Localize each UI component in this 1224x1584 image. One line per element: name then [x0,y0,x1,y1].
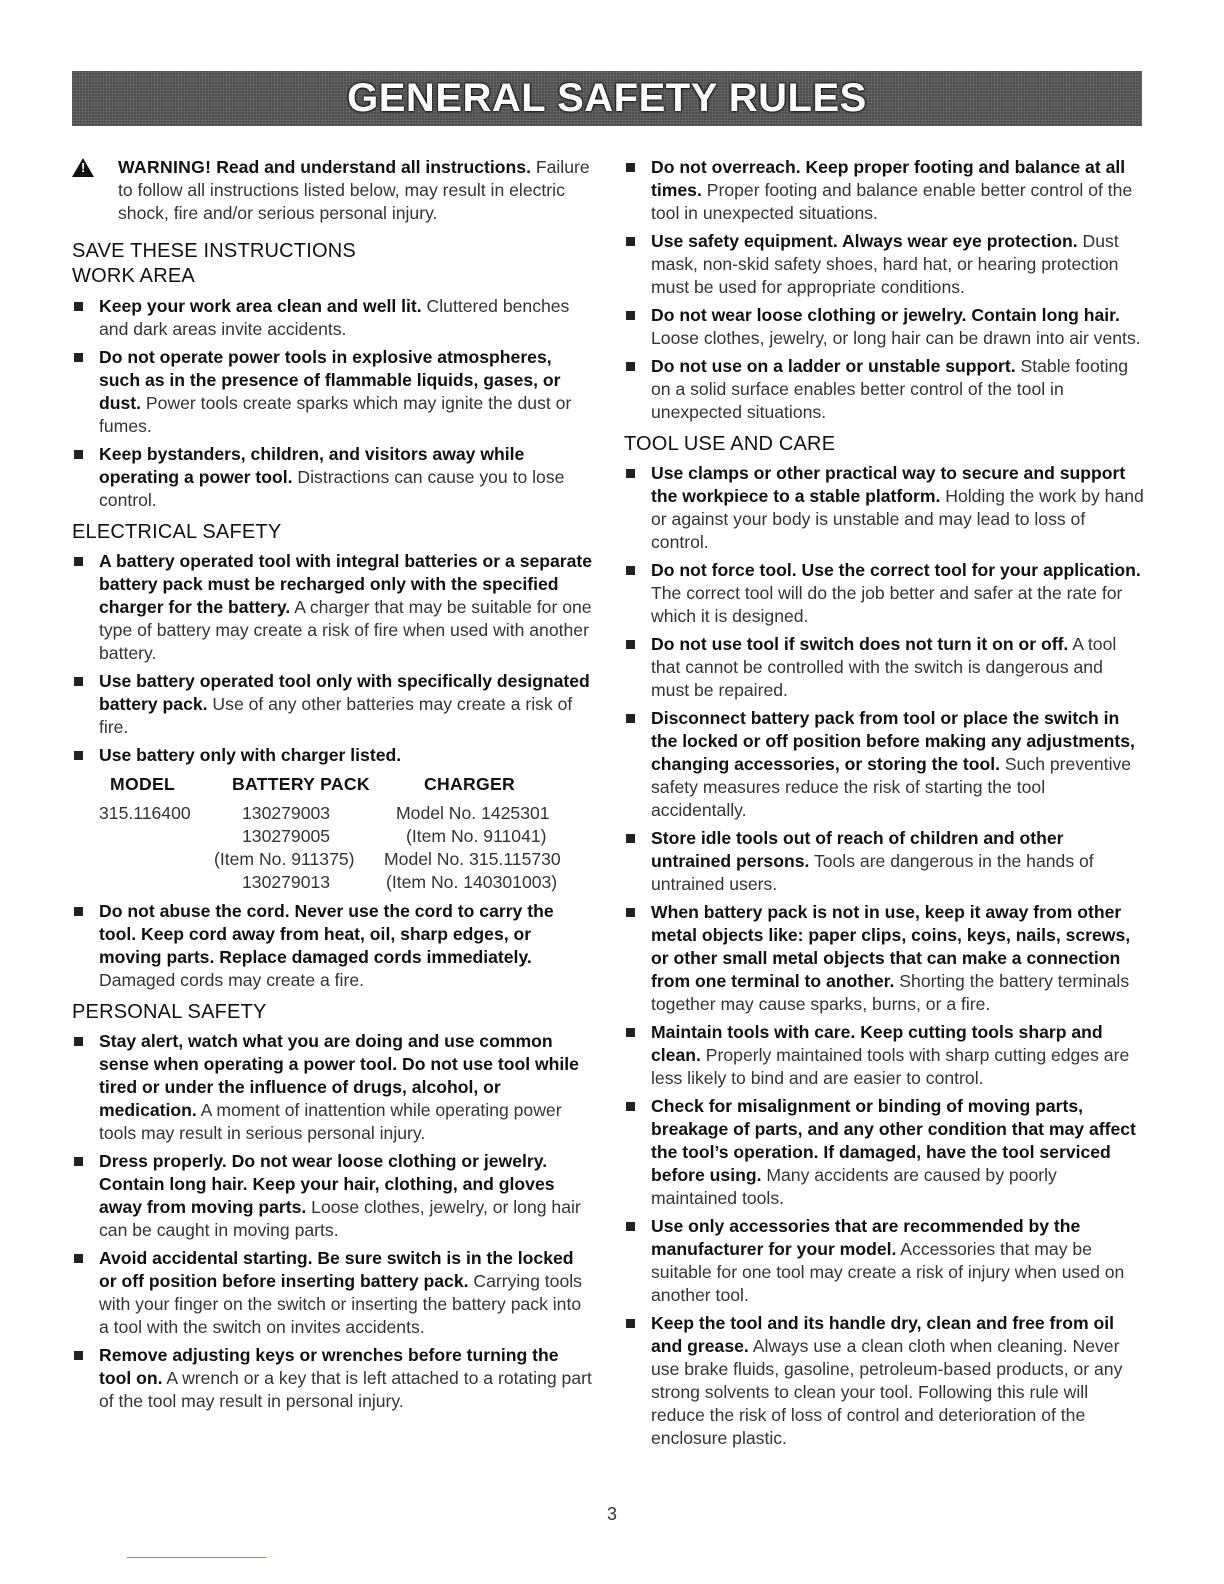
list-item: Do not operate power tools in explosive atmospheres, such as in the presence of flammable liquids, gases, or dust. Power tools create sparks which may ignite the dust or fumes. [72,346,594,438]
bullet-icon [74,907,83,916]
bullet-icon [74,1351,83,1360]
bullet-icon [626,640,635,649]
list-item: Stay alert, watch what you are doing and use common sense when operating a power tool. Do not use tool while tired or under the influence of drugs, alcohol, or medication. A moment of inattention while operating power tools may result in serious personal injury. [72,1030,594,1145]
list-item: Keep bystanders, children, and visitors away while operating a power tool. Distractions can cause you to lose control. [72,443,594,512]
personal-safety-list [72,1030,594,1413]
warning-bold-text: Read and understand all instructions. [216,157,531,177]
bullet-icon [626,908,635,917]
table-row: 130279005 (Item No. 911041) [242,826,547,846]
bullet-icon [626,469,635,478]
bullet-icon [626,566,635,575]
warning-text: Failure to follow all instructions listed below, may result in electric shock, fire and/or serious personal injury. [118,157,590,223]
list-item: A battery operated tool with integral batteries or a separate battery pack must be recharged only with the specified charger for the battery. A charger that may be suitable for one type of battery may create a risk of fire when used with another battery. [72,550,594,665]
table-header: CHARGER [424,774,516,794]
table-row: 130279013 (Item No. 140301003) [242,872,558,892]
list-item: Avoid accidental starting. Be sure switch is in the locked or off position before inserting battery pack. Carrying tools with your finger on the switch or inserting the battery pack into a tool with the switch on invites accidents. [72,1247,594,1339]
list-item: Use battery operated tool only with specifically designated battery pack. Use of any other batteries may create a risk of fire. [72,670,594,739]
bullet-icon [74,557,83,566]
bullet-icon [74,450,83,459]
footer-divider [127,1557,267,1558]
tool-use-heading: TOOL USE AND CARE [624,433,836,455]
charger-table [72,773,594,894]
list-item: Dress properly. Do not wear loose clothing or jewelry. Contain long hair. Keep your hair, clothing, and gloves away from moving parts. Loose clothes, jewelry, or long hair can be caught in moving parts. [72,1150,594,1242]
cord-list [72,900,594,992]
list-item: Maintain tools with care. Keep cutting tools sharp and clean. Properly maintained tools with sharp cutting edges are less likely to bind and are easier to control. [624,1021,1144,1090]
list-item: Do not wear loose clothing or jewelry. Contain long hair. Loose clothes, jewelry, or long hair can be drawn into air vents. [624,304,1144,350]
list-item: Use safety equipment. Always wear eye protection. Dust mask, non-skid safety shoes, hard hat, or hearing protection must be used for appropriate conditions. [624,230,1144,299]
list-item: Store idle tools out of reach of children and other untrained persons. Tools are dangerous in the hands of untrained users. [624,827,1144,896]
work-area-list [72,295,594,512]
page-number: 3 [606,1504,617,1524]
list-item: Do not use on a ladder or unstable support. Stable footing on a solid surface enables better control of the tool in unexpected situations. [624,355,1144,424]
list-item: Check for misalignment or binding of moving parts, breakage of parts, and any other condition that may affect the tool’s operation. If damaged, have the tool serviced before using. Many accidents are caused by poorly maintained tools. [624,1095,1144,1210]
list-item: Keep your work area clean and well lit. Cluttered benches and dark areas invite accidents. [72,295,594,341]
table-row: 315.116400 130279003 Model No. 1425301 [99,803,550,823]
bullet-icon [74,751,83,760]
personal-safety-heading: PERSONAL SAFETY [72,1001,267,1023]
list-item: Do not abuse the cord. Never use the cord to carry the tool. Keep cord away from heat, oil, sharp edges, or moving parts. Replace damaged cords immediately. Damaged cords may create a fire. [72,900,594,992]
bullet-icon [626,362,635,371]
bullet-icon [74,677,83,686]
title-banner [72,71,1142,126]
page-title: GENERAL SAFETY RULES [347,76,867,120]
bullet-icon [626,1222,635,1231]
list-item: Use only accessories that are recommended by the manufacturer for your model. Accessories that may be suitable for one tool may create a risk of injury when used on another tool. [624,1215,1144,1307]
save-instructions-heading: SAVE THESE INSTRUCTIONS [72,240,356,262]
left-column [72,156,594,1418]
list-item: Do not force tool. Use the correct tool for your application. The correct tool will do the job better and safer at the rate for which it is designed. [624,559,1144,628]
bullet-icon [626,1028,635,1037]
electrical-list [72,550,594,767]
work-area-heading: WORK AREA [72,265,195,287]
list-item: Disconnect battery pack from tool or place the switch in the locked or off position before making any adjustments, changing accessories, or storing the tool. Such preventive safety measures reduce the risk of starting the tool accidentally. [624,707,1144,822]
list-item: Do not use tool if switch does not turn it on or off. A tool that cannot be controlled with the switch is dangerous and must be repaired. [624,633,1144,702]
bullet-icon [74,302,83,311]
bullet-icon [626,834,635,843]
bullet-icon [74,1157,83,1166]
electrical-safety-heading: ELECTRICAL SAFETY [72,521,282,543]
bullet-icon [626,1102,635,1111]
table-header: BATTERY PACK [232,774,370,794]
warning-label: WARNING! [118,157,212,177]
tool-use-list [624,462,1144,1450]
warning-icon [72,158,94,177]
table-header: MODEL [110,774,176,794]
warning-block [72,156,594,225]
bullet-icon [74,1037,83,1046]
bullet-icon [74,1254,83,1263]
bullet-icon [626,714,635,723]
list-item: Use battery only with charger listed. [72,744,594,767]
list-item: Remove adjusting keys or wrenches before turning the tool on. A wrench or a key that is left attached to a rotating part of the tool may result in personal injury. [72,1344,594,1413]
bullet-icon [626,237,635,246]
list-item: Use clamps or other practical way to secure and support the workpiece to a stable platform. Holding the work by hand or against your body is unstable and may lead to loss of control. [624,462,1144,554]
bullet-icon [626,163,635,172]
bullet-icon [626,1319,635,1328]
bullet-icon [626,311,635,320]
list-item: Do not overreach. Keep proper footing and balance at all times. Proper footing and balance enable better control of the tool in unexpected situations. [624,156,1144,225]
table-row: (Item No. 911375) Model No. 315.115730 [214,849,561,869]
bullet-icon [74,353,83,362]
personal-safety-list-continued [624,156,1144,424]
list-item: When battery pack is not in use, keep it away from other metal objects like: paper clips, coins, keys, nails, screws, or other small metal objects that can make a connection from one terminal to another. Shorting the battery terminals together may cause sparks, burns, or a fire. [624,901,1144,1016]
right-column [624,156,1144,1455]
list-item: Keep the tool and its handle dry, clean and free from oil and grease. Always use a clean cloth when cleaning. Never use brake fluids, gasoline, petroleum-based products, or any strong solvents to clean your tool. Following this rule will reduce the risk of loss of control and deterioration of the enclosure plastic. [624,1312,1144,1450]
